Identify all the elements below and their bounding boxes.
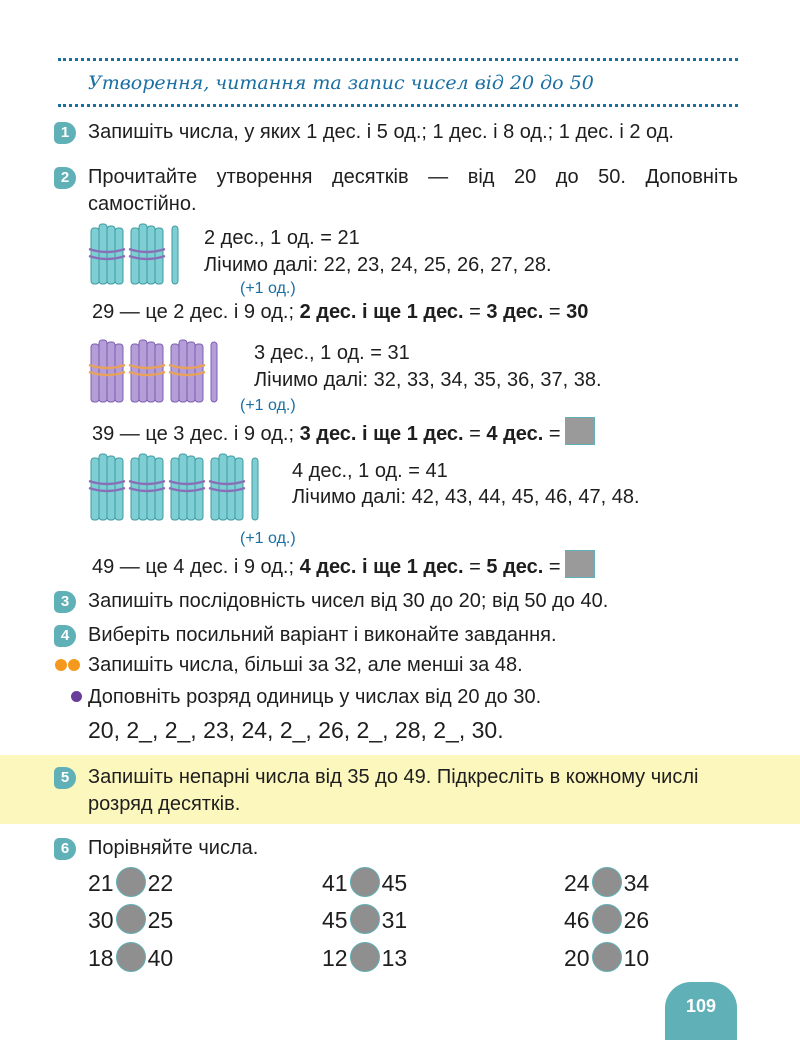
block-2-equation: [92, 417, 595, 448]
task-number-6: 6: [54, 838, 76, 860]
eq-plain: 29 — це 2 дес. і 9 од.;: [92, 301, 300, 323]
block-1-line-1: 2 дес., 1 од. = 21: [204, 227, 360, 249]
eq-end: =: [543, 556, 561, 578]
comparison-item: [564, 904, 649, 934]
compare-circle[interactable]: [592, 867, 622, 897]
answer-box[interactable]: [565, 417, 595, 445]
task-3-text: Запишіть послідовність чисел від 30 до 20; від 50 до 40.: [88, 590, 609, 612]
eq-end: =: [543, 301, 567, 323]
right-number: 22: [147, 870, 174, 896]
left-number: 41: [322, 870, 348, 896]
eq-bold-2: 4 дес.: [486, 423, 544, 445]
task-number-1: 1: [54, 122, 76, 144]
compare-circle[interactable]: [350, 904, 380, 934]
page-number: 109: [665, 982, 737, 1040]
eq-mid: =: [463, 556, 487, 578]
compare-circle[interactable]: [592, 942, 622, 972]
task-4-text: Виберіть посильний варіант і виконайте завдання.: [88, 624, 557, 646]
eq-bold-1: 2 дес. і ще 1 дес.: [299, 301, 464, 323]
task-number-5: 5: [54, 767, 76, 789]
right-number: 34: [623, 870, 650, 896]
left-number: 30: [88, 907, 114, 933]
right-number: 31: [381, 907, 408, 933]
task-2-text: Прочитайте утворення десятків — від 20 до 50. Доповніть самостійно.: [88, 166, 738, 215]
eq-bold-2: 5 дес.: [486, 556, 544, 578]
comparison-item: [564, 942, 649, 972]
eq-result: 30: [566, 301, 589, 323]
comparison-item: [88, 942, 173, 972]
tens-bundles-illustration: [88, 222, 188, 286]
left-number: 18: [88, 945, 114, 971]
block-2-line-2: Лічимо далі: 32, 33, 34, 35, 36, 37, 38.: [254, 369, 602, 391]
block-2-hint: (+1 од.): [240, 397, 296, 414]
right-number: 45: [381, 870, 408, 896]
block-1-line-2: Лічимо далі: 22, 23, 24, 25, 26, 27, 28.: [204, 254, 552, 276]
left-number: 46: [564, 907, 590, 933]
task-number-3: 3: [54, 591, 76, 613]
eq-mid: =: [463, 301, 487, 323]
task-4-option-a: Запишіть числа, більші за 32, але менші за 48.: [88, 654, 523, 676]
block-3-line-2: Лічимо далі: 42, 43, 44, 45, 46, 47, 48.: [292, 486, 640, 508]
comparison-item: [88, 904, 173, 934]
comparison-item: [88, 867, 173, 897]
right-number: 40: [147, 945, 174, 971]
block-1-hint: (+1 од.): [240, 280, 296, 297]
section-title: Утворення, читання та запис чисел від 20 до 50: [88, 72, 594, 94]
left-number: 21: [88, 870, 114, 896]
comparison-item: [322, 942, 407, 972]
right-number: 26: [623, 907, 650, 933]
right-number: 25: [147, 907, 174, 933]
tens-bundles-illustration: [88, 452, 266, 522]
block-1-equation: [92, 299, 588, 326]
eq-plain: 49 — це 4 дес. і 9 од.;: [92, 556, 300, 578]
compare-circle[interactable]: [592, 904, 622, 934]
left-number: 24: [564, 870, 590, 896]
right-number: 10: [623, 945, 650, 971]
left-number: 45: [322, 907, 348, 933]
left-number: 12: [322, 945, 348, 971]
eq-bold-1: 4 дес. і ще 1 дес.: [299, 556, 464, 578]
task-4-option-b: Доповніть розряд одиниць у числах від 20 до 30.: [88, 686, 542, 708]
block-3-equation: [92, 550, 595, 581]
task-1-text: Запишіть числа, у яких 1 дес. і 5 од.; 1 дес. і 8 од.; 1 дес. і 2 од.: [88, 121, 674, 143]
difficulty-dot-orange: [55, 659, 67, 671]
eq-bold-2: 3 дес.: [486, 301, 544, 323]
difficulty-dot-purple: [71, 691, 82, 702]
compare-circle[interactable]: [116, 904, 146, 934]
left-number: 20: [564, 945, 590, 971]
comparison-item: [322, 867, 407, 897]
dotted-rule-bottom: [58, 104, 738, 107]
task-number-2: 2: [54, 167, 76, 189]
task-6-text: Порівняйте числа.: [88, 837, 259, 859]
task-number-4: 4: [54, 625, 76, 647]
compare-circle[interactable]: [350, 942, 380, 972]
difficulty-dot-orange: [68, 659, 80, 671]
answer-box[interactable]: [565, 550, 595, 578]
tens-bundles-illustration: [88, 338, 223, 404]
eq-plain: 39 — це 3 дес. і 9 од.;: [92, 423, 300, 445]
compare-circle[interactable]: [116, 942, 146, 972]
task-5-text: Запишіть непарні числа від 35 до 49. Підкресліть в кожному числі розряд десятків.: [88, 766, 699, 815]
eq-mid: =: [463, 423, 487, 445]
compare-circle[interactable]: [116, 867, 146, 897]
block-3-hint: (+1 од.): [240, 530, 296, 547]
block-3-line-1: 4 дес., 1 од. = 41: [292, 460, 448, 482]
eq-end: =: [543, 423, 561, 445]
right-number: 13: [381, 945, 408, 971]
task-4-sequence: 20, 2_, 2_, 23, 24, 2_, 26, 2_, 28, 2_, 30.: [88, 717, 504, 743]
eq-bold-1: 3 дес. і ще 1 дес.: [299, 423, 464, 445]
dotted-rule-top: [58, 58, 738, 61]
block-2-line-1: 3 дес., 1 од. = 31: [254, 342, 410, 364]
comparison-item: [564, 867, 649, 897]
compare-circle[interactable]: [350, 867, 380, 897]
comparison-item: [322, 904, 407, 934]
